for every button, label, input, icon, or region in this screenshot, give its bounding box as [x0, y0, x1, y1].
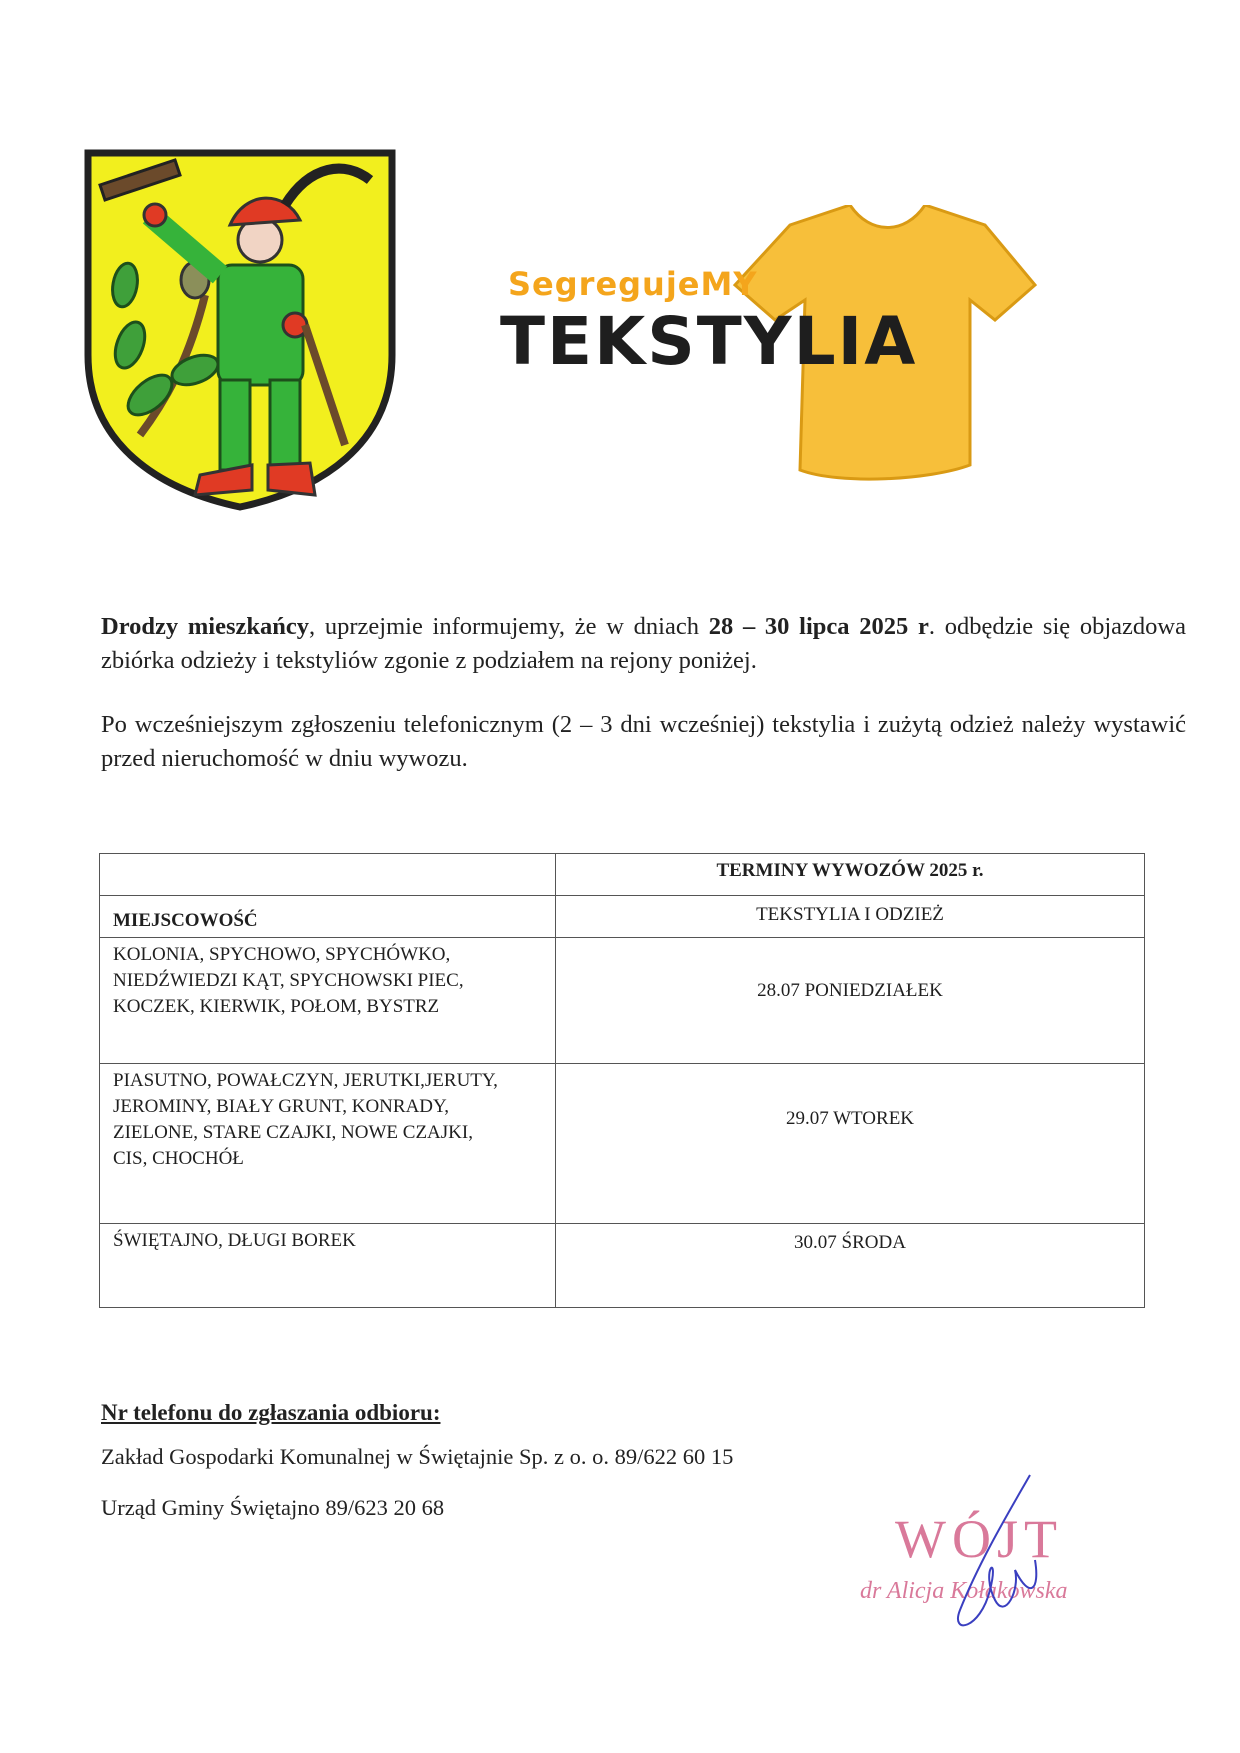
contact-line-zgk: Zakład Gospodarki Komunalnej w Świętajnie Sp. z o. o. 89/622 60 15: [101, 1444, 734, 1469]
signature-icon: [920, 1470, 1060, 1640]
locality-header: MIEJSCOWOŚĆ: [113, 910, 258, 931]
table-row: [100, 1064, 1145, 1224]
stamp-title: WÓJT: [895, 1509, 1063, 1569]
table-cell: [556, 896, 1145, 938]
collection-dates: 28 – 30 lipca 2025 r: [708, 613, 929, 640]
table-row: [100, 938, 1145, 1064]
table-subheader-row: [100, 896, 1145, 938]
coat-of-arms: [80, 145, 400, 515]
table-cell: [100, 896, 556, 938]
collection-date: 30.07 ŚRODA: [794, 1232, 906, 1253]
category-header: TEKSTYLIA I ODZIEŻ: [756, 904, 944, 925]
table-row: [100, 1224, 1145, 1308]
segregujemy-tekstylia-logo: [500, 205, 1080, 485]
table-cell: [100, 1224, 556, 1308]
localities: ŚWIĘTAJNO, DŁUGI BOREK: [113, 1230, 356, 1251]
intro-text-2: . odbędzie się objazdowa zbiórka odzieży i tekstyliów zgonie z podziałem na rejony poniżej.: [101, 613, 1186, 674]
localities: PIASUTNO, POWAŁCZYN, JERUTKI,JERUTY, JEROMINY, BIAŁY GRUNT, KONRADY, ZIELONE, STARE CZAJKI, NOWE CZAJKI, CIS, CHOCHÓŁ: [113, 1070, 498, 1169]
contact-line-ug: Urząd Gminy Świętajno 89/623 20 68: [101, 1495, 445, 1520]
logo-title: TEKSTYLIA: [500, 303, 918, 380]
contact-heading: Nr telefonu do zgłaszania odbioru:: [101, 1400, 441, 1425]
table-cell: [100, 1064, 556, 1224]
table-cell: [100, 938, 556, 1064]
logo-subtitle: SegregujeMY: [508, 265, 758, 303]
localities: KOLONIA, SPYCHOWO, SPYCHÓWKO, NIEDŹWIEDZI KĄT, SPYCHOWSKI PIEC, KOCZEK, KIERWIK, POŁOM, BYSTRZ: [113, 944, 464, 1017]
schedule-header: TERMINY WYWOZÓW 2025 r.: [716, 860, 984, 881]
stamp-name: dr Alicja Kołakowska: [860, 1578, 1068, 1604]
wojt-stamp: [840, 1470, 1120, 1640]
collection-date: 29.07 WTOREK: [785, 1108, 915, 1129]
table-cell: [556, 854, 1145, 896]
table-cell: [556, 1224, 1145, 1308]
table-cell: [556, 938, 1145, 1064]
table-cell: [556, 1064, 1145, 1224]
intro-paragraph-2: Po wcześniejszym zgłoszeniu telefonicznym (2 – 3 dni wcześniej) tekstylia i zużytą odzież należy wystawić przed nieruchomość w dniu wywozu.: [101, 711, 1186, 772]
intro-text-1: , uprzejmie informujemy, że w dniach: [309, 613, 709, 640]
collection-date: 28.07 PONIEDZIAŁEK: [757, 980, 943, 1001]
greeting: Drodzy mieszkańcy: [101, 613, 309, 640]
intro-paragraph-1: [101, 610, 1186, 678]
table-cell: [100, 854, 556, 896]
collection-schedule-table: [99, 853, 1145, 1308]
table-header-row: [100, 854, 1145, 896]
